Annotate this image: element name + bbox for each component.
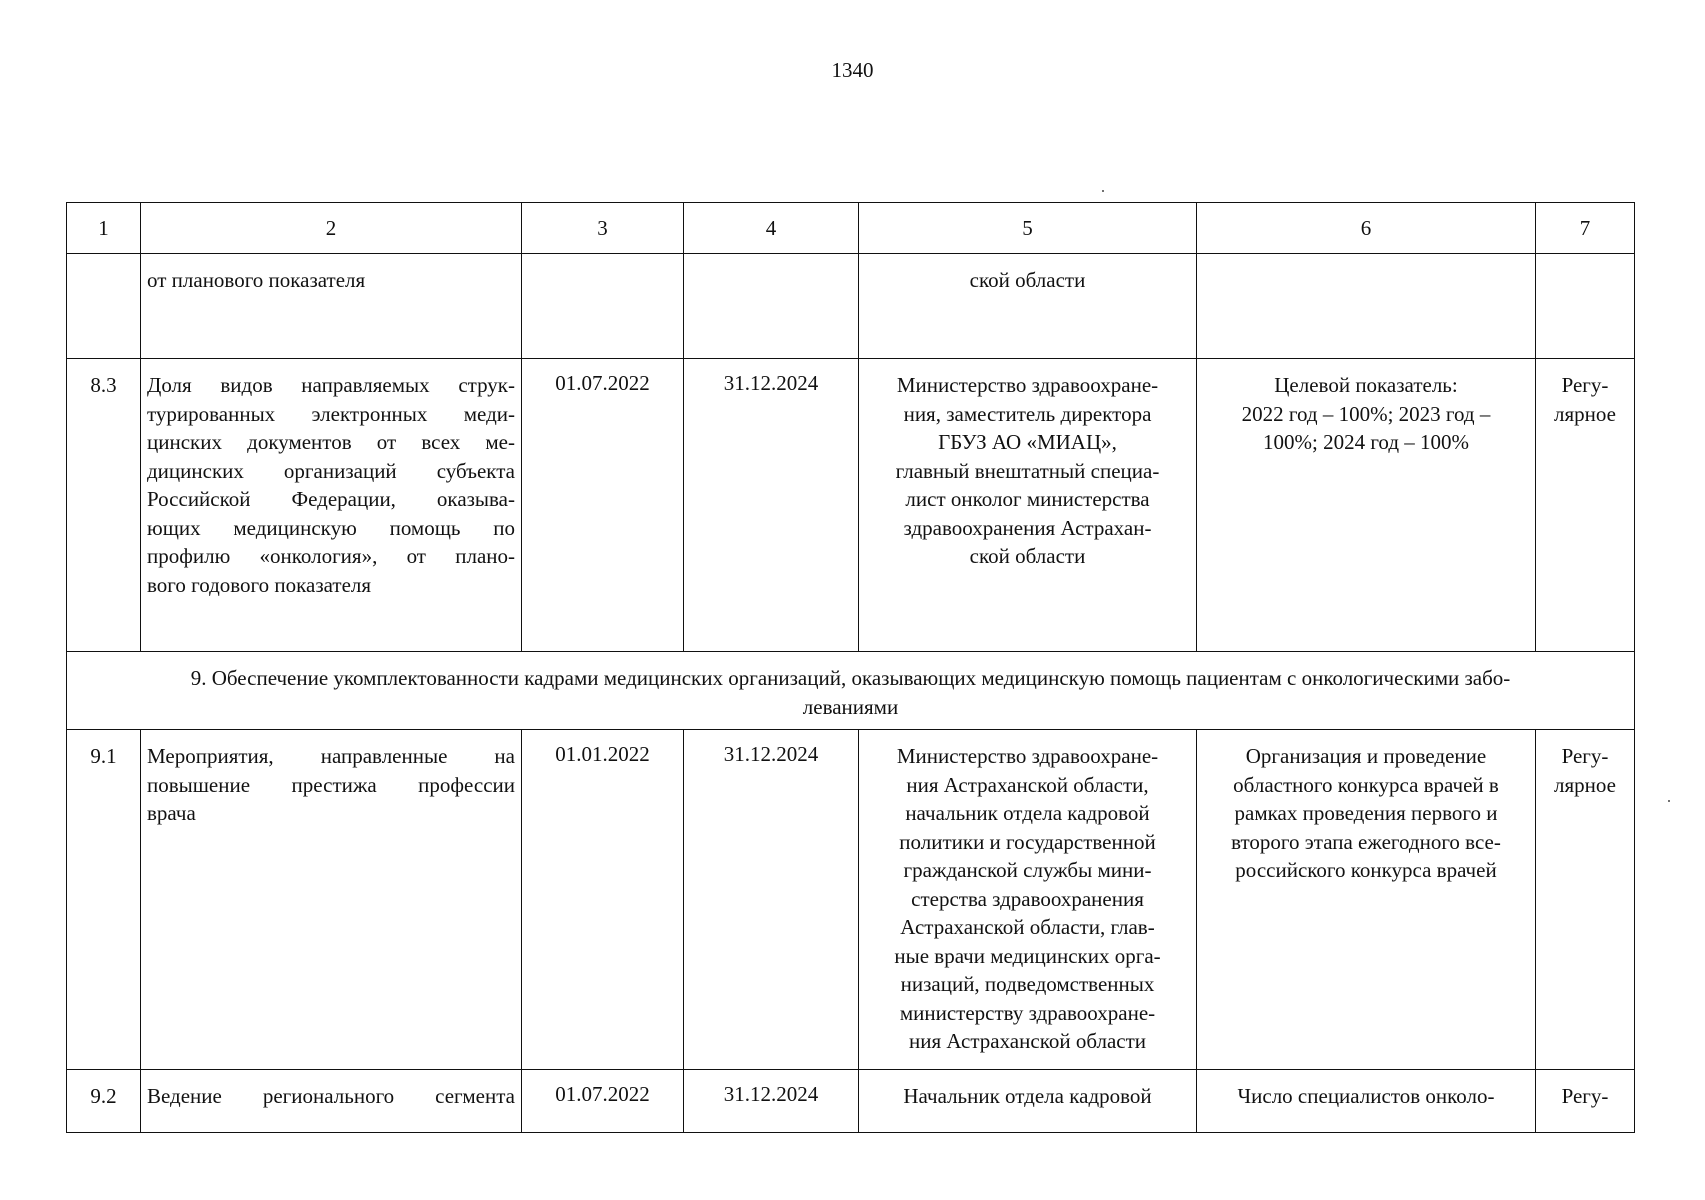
- cell-text-line: 100%; 2024 год – 100%: [1263, 430, 1469, 454]
- end-date-cell: 31.12.2024: [684, 359, 859, 652]
- cell-text-line: гражданской службы мини-: [903, 858, 1152, 882]
- frequency-cell: [1536, 1070, 1635, 1133]
- cell-text-line: ГБУЗ АО «МИАЦ»,: [938, 430, 1117, 454]
- result-cell: [1197, 730, 1536, 1070]
- cell-text-line: от планового показателя: [147, 268, 366, 292]
- section-heading-line: 9. Обеспечение укомплектованности кадрами медицинских организаций, оказывающих медицинскую помощь пациентам с онкологическими забо-: [190, 666, 1511, 690]
- cell-text-line: врача: [147, 801, 196, 825]
- cell-text-line: 2022 год – 100%; 2023 год –: [1241, 401, 1491, 426]
- start-date-cell: 01.07.2022: [522, 1070, 684, 1133]
- cell-text-line: второго этапа ежегодного все-: [1231, 829, 1501, 854]
- cell-text-line: Министерство здравоохране-: [896, 373, 1159, 397]
- section-heading-line: леваниями: [802, 694, 899, 719]
- end-date-cell: [684, 254, 859, 359]
- cell-text-line: Регу-: [1561, 373, 1609, 397]
- column-header: 6: [1197, 203, 1536, 254]
- row-number-cell: 8.3: [67, 359, 141, 652]
- responsible-cell: [859, 1070, 1197, 1133]
- start-date-cell: 01.01.2022: [522, 730, 684, 1070]
- cell-text-line: низаций, подведомственных: [900, 972, 1155, 996]
- responsible-cell: [859, 359, 1197, 652]
- cell-text-line: лярное: [1554, 401, 1616, 426]
- cell-text-line: ющих медицинскую помощь по: [147, 515, 515, 540]
- frequency-cell: [1536, 254, 1635, 359]
- cell-text-line: политики и государственной: [899, 829, 1156, 854]
- cell-text-line: Мероприятия, направленные на: [147, 744, 515, 768]
- cell-text-line: цинских документов от всех ме-: [147, 430, 515, 454]
- result-cell: [1197, 359, 1536, 652]
- column-number-row: [67, 203, 1635, 254]
- cell-text-line: рамках проведения первого и: [1234, 801, 1498, 825]
- cell-text-line: лярное: [1554, 772, 1616, 797]
- cell-text-line: лист онколог министерства: [905, 487, 1150, 511]
- column-header: 7: [1536, 203, 1635, 254]
- responsible-cell: [859, 730, 1197, 1070]
- cell-text-line: Министерство здравоохране-: [896, 744, 1159, 768]
- column-header: 3: [522, 203, 684, 254]
- plan-table: [66, 202, 1635, 1133]
- cell-text-line: начальник отдела кадровой: [905, 801, 1150, 825]
- measure-cell: [141, 1070, 522, 1133]
- result-cell: [1197, 1070, 1536, 1133]
- column-header: 2: [141, 203, 522, 254]
- cell-text-line: Начальник отдела кадровой: [903, 1084, 1152, 1108]
- start-date-cell: [522, 254, 684, 359]
- cell-text-line: Ведение регионального сегмента: [147, 1084, 515, 1108]
- cell-text-line: повышение престижа профессии: [147, 772, 515, 797]
- cell-text-line: Астраханской области, глав-: [900, 915, 1155, 939]
- cell-text-line: областного конкурса врачей в: [1233, 772, 1499, 797]
- start-date-cell: 01.07.2022: [522, 359, 684, 652]
- cell-text-line: Доля видов направляемых струк-: [147, 373, 515, 397]
- cell-text-line: Регу-: [1561, 744, 1609, 768]
- cell-text-line: здравоохранения Астрахан-: [903, 515, 1152, 540]
- row-number-cell: 9.1: [67, 730, 141, 1070]
- cell-text-line: российского конкурса врачей: [1235, 858, 1497, 882]
- cell-text-line: Российской Федерации, оказыва-: [147, 487, 515, 511]
- cell-text-line: ния Астраханской области,: [906, 772, 1149, 797]
- section-heading-row: [67, 652, 1635, 730]
- cell-text-line: Организация и проведение: [1245, 744, 1487, 768]
- frequency-cell: [1536, 730, 1635, 1070]
- cell-text-line: Целевой показатель:: [1274, 373, 1458, 397]
- measure-cell: [141, 254, 522, 359]
- end-date-cell: 31.12.2024: [684, 1070, 859, 1133]
- scan-speck: [1668, 800, 1670, 802]
- column-header: 5: [859, 203, 1197, 254]
- measure-cell: [141, 359, 522, 652]
- result-cell: [1197, 254, 1536, 359]
- column-header: 4: [684, 203, 859, 254]
- cell-text-line: ные врачи медицинских орга-: [894, 943, 1161, 968]
- cell-text-line: дицинских организаций субъекта: [147, 458, 515, 483]
- table-row-9-2: [67, 1070, 1635, 1133]
- cell-text-line: вого годового показателя: [147, 572, 372, 597]
- measure-cell: [141, 730, 522, 1070]
- cell-text-line: министерству здравоохране-: [899, 1000, 1156, 1025]
- cell-text-line: Регу-: [1561, 1084, 1609, 1108]
- cell-text-line: профилю «онкология», от плано-: [147, 544, 515, 568]
- cell-text-line: стерства здравоохранения: [911, 886, 1144, 911]
- column-header: 1: [67, 203, 141, 254]
- cell-text-line: Число специалистов онколо-: [1237, 1084, 1495, 1108]
- responsible-cell: [859, 254, 1197, 359]
- page-number: 1340: [831, 58, 874, 82]
- cell-text-line: ния, заместитель директора: [903, 401, 1152, 426]
- section-heading: [67, 652, 1635, 730]
- row-number-cell: [67, 254, 141, 359]
- cell-text-line: главный внештатный специа-: [895, 458, 1160, 483]
- end-date-cell: 31.12.2024: [684, 730, 859, 1070]
- table-row-continuation: [67, 254, 1635, 359]
- row-number-cell: 9.2: [67, 1070, 141, 1133]
- frequency-cell: [1536, 359, 1635, 652]
- cell-text-line: ской области: [969, 544, 1086, 568]
- scan-speck: [1102, 190, 1104, 192]
- table-row-9-1: [67, 730, 1635, 1070]
- table-row-8-3: [67, 359, 1635, 652]
- cell-text-line: турированных электронных меди-: [147, 401, 515, 426]
- cell-text-line: ской области: [969, 268, 1086, 292]
- cell-text-line: ния Астраханской области: [908, 1029, 1147, 1053]
